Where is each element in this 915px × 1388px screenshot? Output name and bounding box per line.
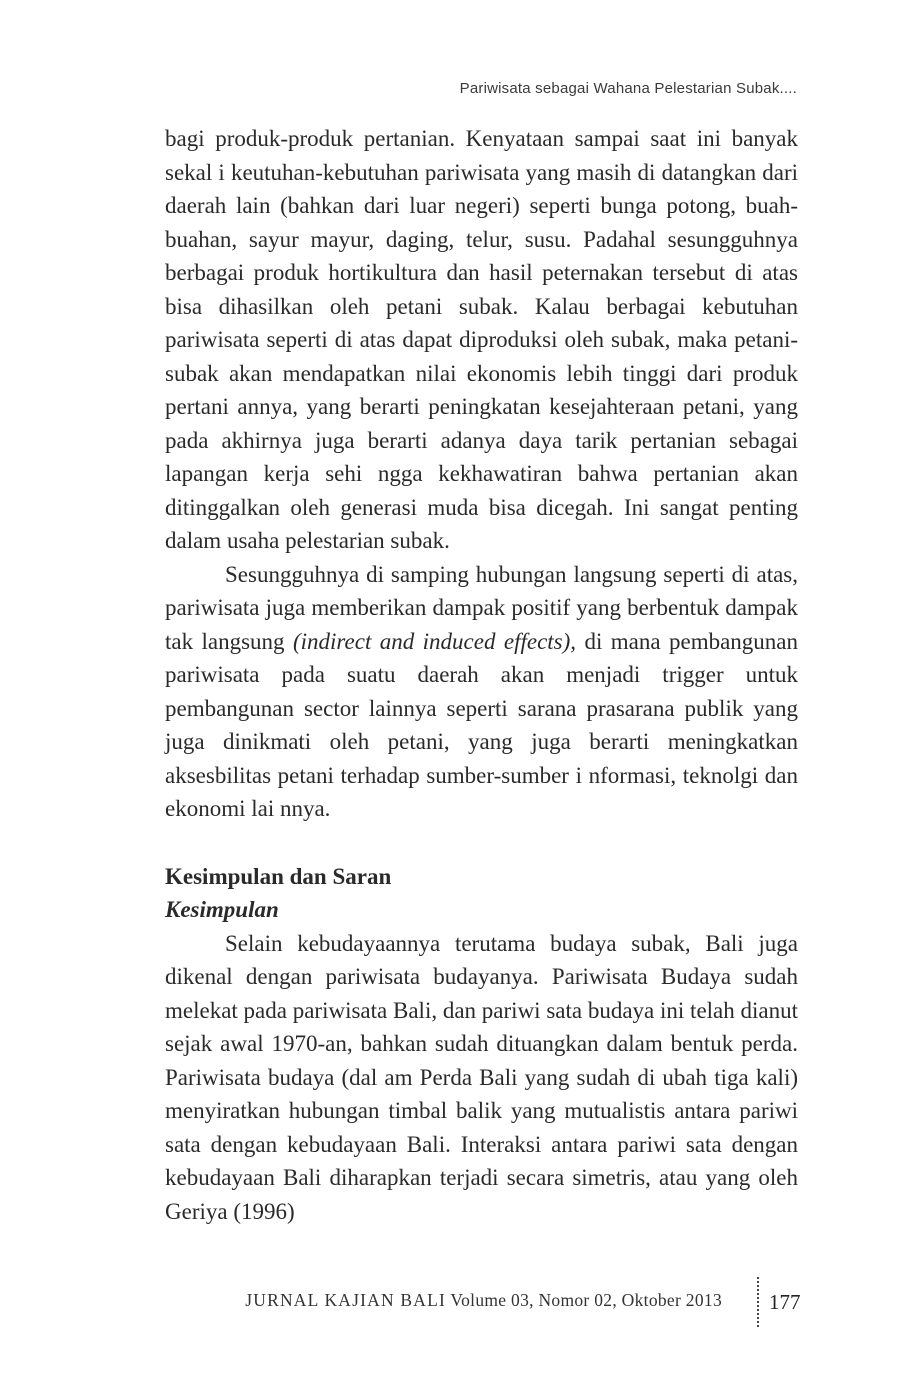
paragraph-2 <box>165 558 798 826</box>
running-header: Pariwisata sebagai Wahana Pelestarian Subak.... <box>459 80 797 97</box>
paragraph-2-text-a: Sesungguhnya di samping hubungan langsung seperti di atas, pariwisata juga memberikan dampak positif yang berbentuk dampak tak langsung <box>165 561 798 654</box>
paragraph-1: bagi produk-produk pertanian. Kenyataan sampai saat ini banyak sekal i keutuhan-kebutuhan pariwisata yang masih di datangkan dari daerah lain (bahkan dari luar negeri) seperti bunga potong, buah-buahan, sayur mayur, daging, telur, susu. Padahal sesungguhnya berbagai produk hortikultura dan hasil peternakan tersebut di atas bisa dihasilkan oleh petani subak. Kalau berbagai kebutuhan pariwisata seperti di atas dapat diproduksi oleh subak, maka petani-subak akan mendapatkan nilai ekonomis lebih tinggi dari produk pertani annya, yang berarti peningkatan kesejahteraan petani, yang pada akhirnya juga berarti adanya daya tarik pertanian sebagai lapangan kerja sehi ngga kekhawatiran bahwa pertanian akan ditinggalkan oleh generasi muda bisa dicegah. Ini sangat penting dalam usaha pelestarian subak. <box>165 126 798 553</box>
subsection-heading: Kesimpulan <box>165 897 279 922</box>
journal-issue: Volume 03, Nomor 02, Oktober 2013 <box>450 1290 722 1310</box>
paragraph-2-italic-term: (indirect and induced effects), <box>292 628 577 654</box>
section-heading: Kesimpulan dan Saran <box>165 863 392 889</box>
journal-name: JURNAL KAJIAN BALI <box>245 1290 447 1310</box>
page-footer <box>0 1287 915 1327</box>
footer-divider <box>757 1277 759 1327</box>
paragraph-3: Selain kebudayaannya terutama budaya subak, Bali juga dikenal dengan pariwisata budayanya. Pariwisata Budaya sudah melekat pada pariwisata Bali, dan pariwi sata budaya ini telah dianut sejak awal 1970-an, bahkan sudah dituangkan dalam bentuk perda. Pariwisata budaya (dal am Perda Bali yang sudah di ubah tiga kali) menyiratkan hubungan timbal balik yang mutualistis antara pariwi sata dengan kebudayaan Bali. Interaksi antara pariwi sata dengan kebudayaan Bali diharapkan terjadi secara simetris, atau yang oleh Geriya (1996) <box>165 930 798 1224</box>
paragraph-2-text-b: di mana pembangunan pariwisata pada suatu daerah akan menjadi trigger untuk pembangunan sector lainnya seperti sarana prasarana publik yang juga dinikmati oleh petani, yang juga berarti meningkatkan aksesbilitas petani terhadap sumber-sumber i nformasi, teknolgi dan ekonomi lai nnya. <box>165 628 799 821</box>
article-body <box>165 122 798 1228</box>
page-number: 177 <box>769 1290 801 1314</box>
journal-citation <box>245 1290 722 1311</box>
